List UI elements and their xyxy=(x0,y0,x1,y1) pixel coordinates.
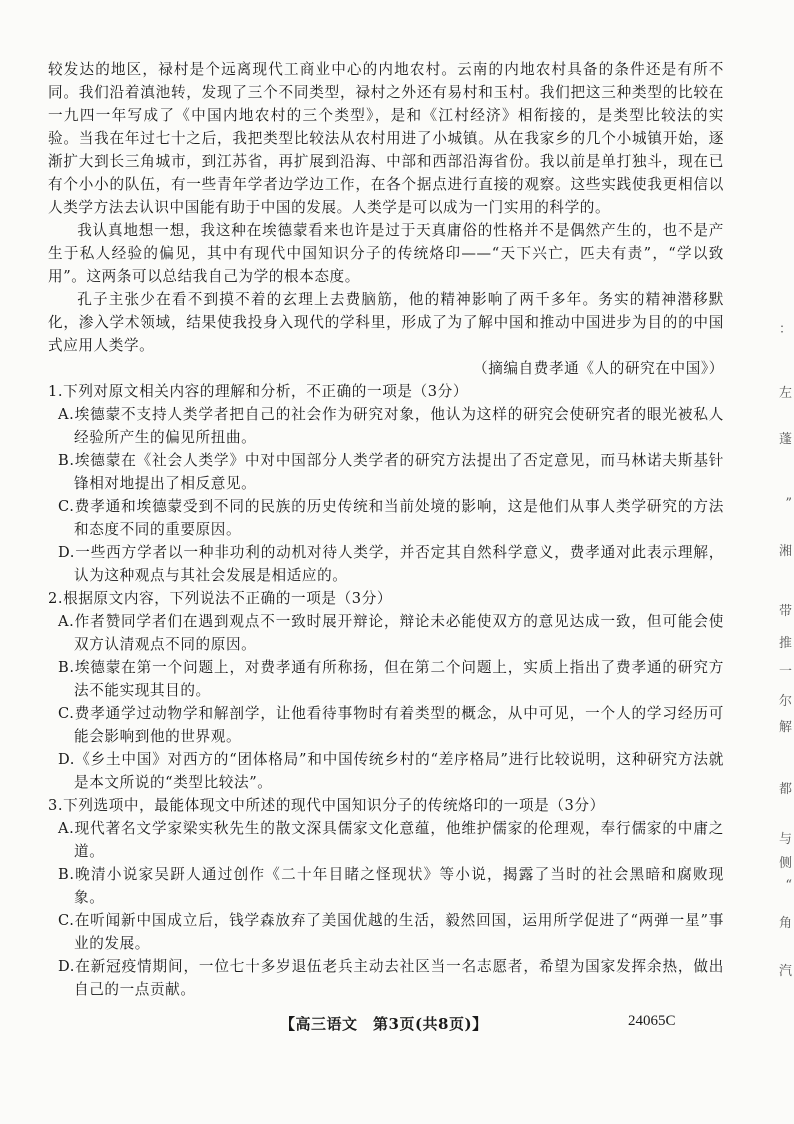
passage-paragraph-1: 较发达的地区，禄村是个远离现代工商业中心的内地农村。云南的内地农村具备的条件还是有所不同。我们沿着滇池转，发现了三个不同类型，禄村之外还有易村和玉村。我们把这三种类型的比较在一九四一年写成了《中国内地农村的三个类型》，是和《江村经济》相衔接的，是类型比较法的实验。当我在年过七十之后，我把类型比较法从农村用进了小城镇。从在我家乡的几个小城镇开始，逐渐扩大到长三角城市，到江苏省，再扩展到沿海、中部和西部沿海省份。我以前是单打独斗，现在已有个小小的队伍，有一些青年学者边学边工作，在各个据点进行直接的观察。这些实践使我更相信以人类学方法去认识中国能有助于中国的发展。人类学是可以成为一门实用的科学的。 xyxy=(48,61,724,216)
question-stem: 2.根据原文内容，下列说法不正确的一项是（3分） xyxy=(48,590,393,607)
edge-char: 与 xyxy=(778,832,792,847)
edge-char: 蓬 xyxy=(778,432,792,447)
question-stem: 1.下列对原文相关内容的理解和分析，不正确的一项是（3分） xyxy=(48,383,469,400)
option-d: D.在新冠疫情期间，一位七十多岁退伍老兵主动去社区当一名志愿者，希望为国家发挥余热，做出自己的一点贡献。 xyxy=(58,958,724,998)
footer-exam-code: 24065C xyxy=(628,1013,676,1029)
edge-char: 角 xyxy=(778,916,792,931)
reading-passage xyxy=(48,58,724,357)
option-b: B.埃德蒙在第一个问题上，对费孝通有所称扬，但在第二个问题上，实质上指出了费孝通的研究方法不能实现其目的。 xyxy=(58,659,724,699)
edge-char: ： xyxy=(778,322,792,337)
question-1 xyxy=(48,380,724,587)
option-c: C.费孝通和埃德蒙受到不同的民族的历史传统和当前处境的影响，这是他们从事人类学研究的方法和态度不同的重要原因。 xyxy=(58,498,724,538)
option-c: C.在听闻新中国成立后，钱学森放弃了美国优越的生活，毅然回国，运用所学促进了“两弹一星”事业的发展。 xyxy=(58,912,724,952)
edge-char: 左 xyxy=(778,386,792,401)
next-page-bleed xyxy=(778,0,794,1124)
passage-paragraph-2: 我认真地想一想，我这种在埃德蒙看来也许是过于天真庸俗的性格并不是偶然产生的，也不是产生于私人经验的偏见，其中有现代中国知识分子的传统烙印——“天下兴亡，匹夫有责”，“学以致用”。这两条可以总结我自己为学的根本态度。 xyxy=(48,222,724,285)
page-content xyxy=(48,58,724,1001)
option-a: A.埃德蒙不支持人类学者把自己的社会作为研究对象，他认为这样的研究会使研究者的眼光被私人经验所产生的偏见所扭曲。 xyxy=(58,406,724,446)
edge-char: 都 xyxy=(778,782,792,797)
edge-char: “ xyxy=(785,878,792,893)
edge-char: 带 xyxy=(778,604,792,619)
edge-char: 侧 xyxy=(778,856,792,871)
option-a: A.现代著名文学家梁实秋先生的散文深具儒家文化意蕴，他维护儒家的伦理观，奉行儒家的中庸之道。 xyxy=(58,820,724,860)
option-d: D.《乡土中国》对西方的“团体格局”和中国传统乡村的“差序格局”进行比较说明，这种研究方法就是本文所说的“类型比较法”。 xyxy=(58,751,724,791)
edge-char: 湘 xyxy=(778,544,792,559)
edge-char: 一 xyxy=(778,664,792,679)
edge-char: ” xyxy=(785,496,792,511)
footer-page-label: 【高三语文 第3页(共8页)】 xyxy=(280,1015,488,1033)
option-b: B.埃德蒙在《社会人类学》中对中国部分人类学者的研究方法提出了否定意见，而马林诺夫斯基针锋相对地提出了相反意见。 xyxy=(58,452,724,492)
question-3 xyxy=(48,794,724,1001)
edge-char: 汽 xyxy=(778,964,792,979)
edge-char: 解 xyxy=(778,720,792,735)
passage-paragraph-3: 孔子主张少在看不到摸不着的玄理上去费脑筋，他的精神影响了两千多年。务实的精神潜移默化，渗入学术领域，结果使我投身入现代的学科里，形成了为了解中国和推动中国进步为目的的中国式应用人类学。 xyxy=(48,291,724,354)
option-a: A.作者赞同学者们在遇到观点不一致时展开辩论，辩论未必能使双方的意见达成一致，但可能会使双方认清观点不同的原因。 xyxy=(58,613,724,653)
question-stem: 3.下列选项中，最能体现文中所述的现代中国知识分子的传统烙印的一项是（3分） xyxy=(48,797,605,814)
page-footer xyxy=(0,1013,794,1037)
passage-source: （摘编自费孝通《人的研究在中国》） xyxy=(473,360,724,377)
edge-char: 尔 xyxy=(778,694,792,709)
option-b: B.晚清小说家吴趼人通过创作《二十年目睹之怪现状》等小说，揭露了当时的社会黑暗和腐败现象。 xyxy=(58,866,724,906)
option-c: C.费孝通学过动物学和解剖学，让他看待事物时有着类型的概念，从中可见，一个人的学习经历可能会影响到他的世界观。 xyxy=(58,705,724,745)
option-d: D.一些西方学者以一种非功利的动机对待人类学，并否定其自然科学意义，费孝通对此表示理解，认为这种观点与其社会发展是相适应的。 xyxy=(58,544,724,584)
edge-char: 推 xyxy=(778,636,792,651)
question-2 xyxy=(48,587,724,794)
